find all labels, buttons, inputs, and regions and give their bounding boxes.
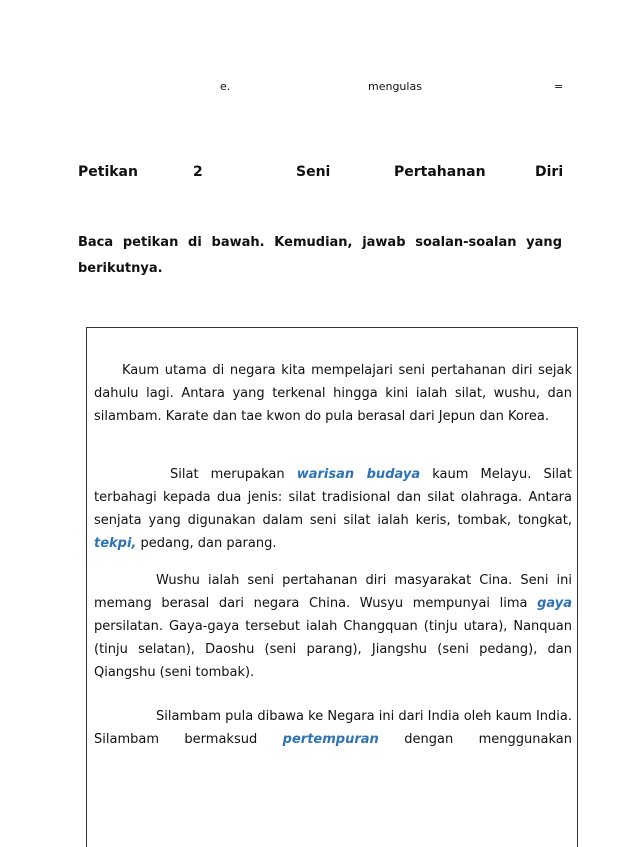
- p2-text-a: Silat merupakan: [170, 467, 297, 482]
- p4-highlight-pertempuran: pertempuran: [282, 732, 379, 747]
- instruction: Baca petikan di bawah. Kemudian, jawab soalan-soalan yang berikutnya.: [78, 235, 562, 276]
- p2-text-b: kaum Melayu. Silat terbahagi kepada dua jenis: silat tradisional dan silat olahraga. Antara senjata yang digunakan dalam seni silat ialah keris, tombak, tongkat,: [94, 467, 572, 528]
- heading-petikan: Petikan: [78, 164, 138, 180]
- p2-highlight-tekpi: tekpi,: [94, 536, 137, 551]
- p4-text-a: Silambam pula dibawa ke Negara ini dari India oleh kaum India. Silambam bermaksud: [94, 709, 572, 747]
- heading-pertahanan: Pertahanan: [394, 164, 486, 180]
- p4-text-b: dengan menggunakan: [378, 732, 572, 747]
- p3-highlight-gaya: gaya: [537, 596, 572, 611]
- p3-text-b: persilatan. Gaya-gaya tersebut ialah Changquan (tinju utara), Nanquan (tinju selatan), Daoshu (seni parang), Jiangshu (seni pedang), dan Qiangshu (seni tombak).: [94, 619, 572, 680]
- p3-text-a: Wushu ialah seni pertahanan diri masyarakat Cina. Seni ini memang berasal dari negara China. Wusyu mempunyai lima: [94, 573, 572, 611]
- paragraph-4: [94, 705, 572, 751]
- paragraph-2: [94, 463, 572, 555]
- heading-diri: Diri: [535, 164, 564, 180]
- paragraph-3: [94, 569, 572, 684]
- p2-highlight-warisan-budaya: warisan budaya: [296, 467, 421, 482]
- p2-text-c: pedang, dan parang.: [136, 536, 277, 551]
- paragraph-1: Kaum utama di negara kita mempelajari seni pertahanan diri sejak dahulu lagi. Antara yang terkenal hingga kini ialah silat, wushu, dan silambam. Karate dan tae kwon do pula berasal dari Jepun dan Korea.: [94, 363, 572, 424]
- top-word: mengulas: [368, 80, 422, 93]
- item-label: e.: [220, 80, 231, 93]
- equals-symbol: =: [554, 80, 564, 93]
- heading-number: 2: [193, 164, 203, 180]
- heading-seni: Seni: [296, 164, 331, 180]
